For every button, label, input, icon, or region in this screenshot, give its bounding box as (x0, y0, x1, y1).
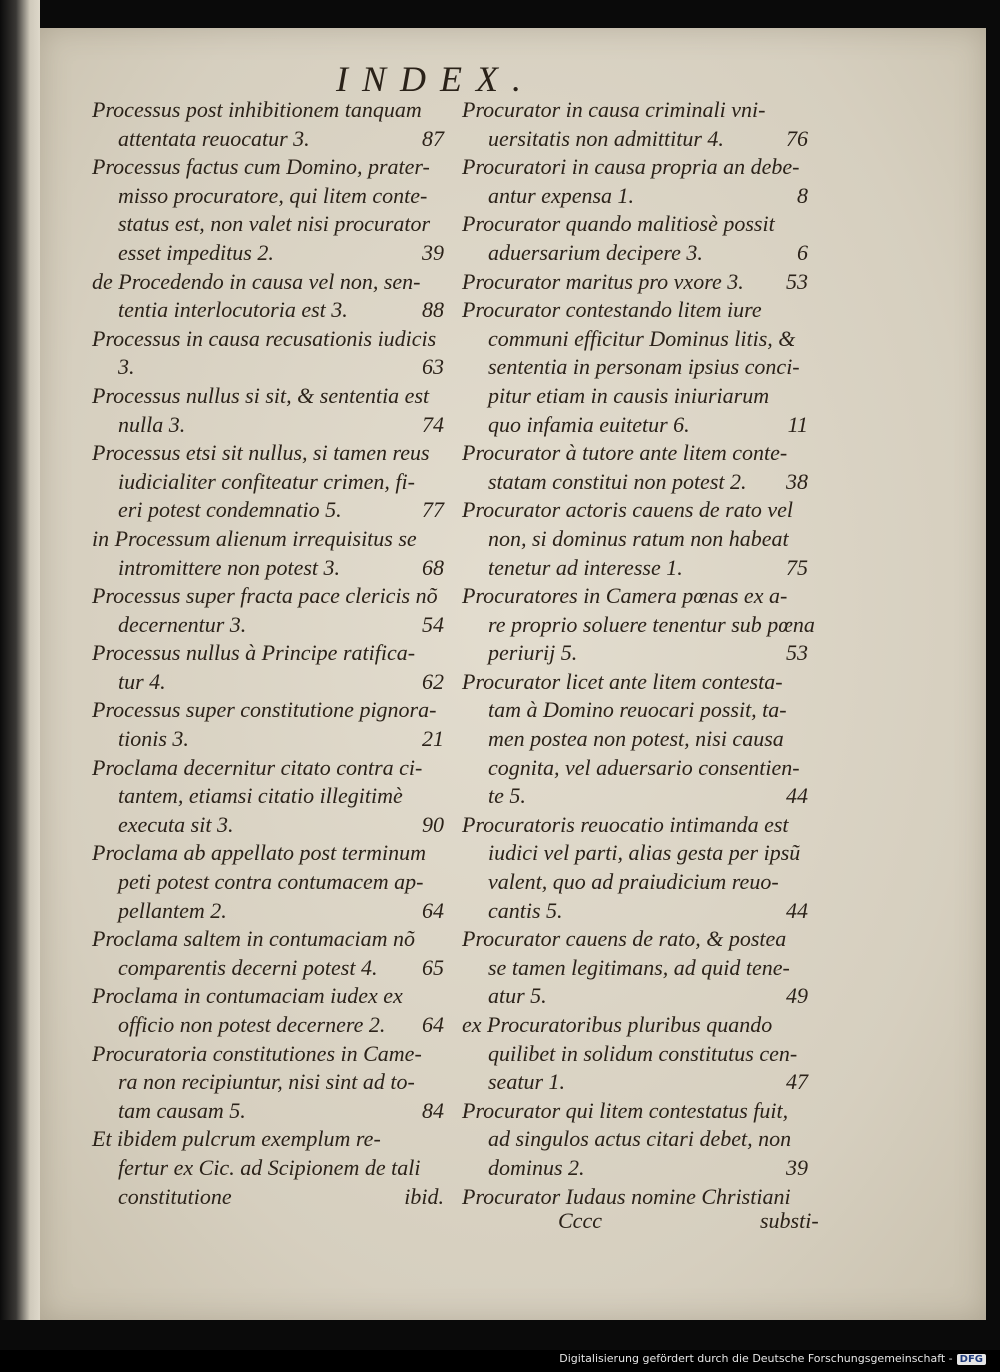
index-entry (92, 696, 448, 753)
index-entry-line: cognita, vel aduersario consentien- (488, 754, 800, 780)
index-entry-text: periurij 5. (488, 640, 578, 666)
index-entry-text: seatur 1. (488, 1069, 565, 1095)
index-entry-line (462, 1154, 812, 1183)
index-entry-line (92, 296, 448, 325)
index-entry-text: tur 4. (118, 668, 166, 694)
index-entry-line: se tamen legitimans, ad quid tene- (488, 954, 790, 980)
index-entry (462, 153, 812, 210)
page-reference: 54 (422, 611, 444, 637)
index-entry-line: Processus in causa recusationis iudicis (92, 325, 437, 351)
page-reference: ibid. (404, 1183, 444, 1209)
index-entry-text: tenetur ad interesse 1. (488, 554, 683, 580)
index-entry-text: aduersarium decipere 3. (488, 239, 703, 265)
index-entry (462, 496, 812, 582)
index-entry-text: nulla 3. (118, 411, 186, 437)
index-entry-line: communi efficitur Dominus litis, & (488, 325, 796, 351)
index-entry-line: Proclama decernitur citato contra ci- (92, 754, 423, 780)
page-reference: 47 (786, 1069, 808, 1095)
index-entry-text: dominus 2. (488, 1154, 585, 1180)
index-entry-line: Proclama ab appellato post terminum (92, 840, 427, 866)
index-entry-text: tentia interlocutoria est 3. (118, 297, 348, 323)
index-entry-line: Procurator cauens de rato, & postea (462, 926, 787, 952)
index-entry-text: statam constitui non potest 2. (488, 468, 747, 494)
index-entry-line (462, 782, 812, 811)
index-entry-line (92, 496, 448, 525)
index-entry-line: Procurator licet ante litem contesta- (462, 668, 783, 694)
page-reference: 65 (422, 954, 444, 980)
page-reference: 6 (797, 239, 808, 265)
index-entry-line (462, 554, 812, 583)
index-entry-line: quilibet in solidum constitutus cen- (488, 1040, 798, 1066)
page-reference: 77 (422, 497, 444, 523)
index-entry-line: in Processum alienum irrequisitus se (92, 525, 417, 551)
book-binding-edge (0, 0, 40, 1320)
index-entry-text: cantis 5. (488, 897, 563, 923)
index-entry-line: Processus nullus à Principe ratifica- (92, 640, 416, 666)
index-entry (462, 668, 812, 811)
index-entry-line (92, 125, 448, 154)
page-reference: 39 (422, 239, 444, 265)
page-reference: 44 (786, 897, 808, 923)
index-entry-line (462, 239, 812, 268)
index-entry-text: esset impeditus 2. (118, 239, 274, 265)
index-entry (92, 582, 448, 639)
index-entry-line (92, 1183, 448, 1212)
page-reference: 74 (422, 411, 444, 437)
index-entry-line: Procuratori in causa propria an debe- (462, 154, 800, 180)
index-entry (462, 1011, 812, 1097)
index-entry-line: non, si dominus ratum non habeat (488, 525, 789, 551)
index-entry-line (92, 725, 448, 754)
index-entry-line: ra non recipiuntur, nisi sint ad to- (118, 1069, 415, 1095)
index-entry (92, 382, 448, 439)
running-head: INDEX. (336, 59, 535, 99)
index-entry-text: quo infamia euitetur 6. (488, 411, 690, 437)
page-reference: 44 (786, 783, 808, 809)
index-entry (92, 525, 448, 582)
index-entry-text: antur expensa 1. (488, 182, 635, 208)
index-entry-line: sententia in personam ipsius conci- (488, 354, 800, 380)
index-entry-text: officio non potest decernere 2. (118, 1012, 386, 1037)
index-entry-line: Proclama saltem in contumaciam nõ (92, 926, 416, 952)
index-entry-line (92, 411, 448, 440)
dfg-logo: DFG (957, 1354, 986, 1365)
index-entry-text: decernentur 3. (118, 611, 247, 637)
index-entry-line (92, 897, 448, 926)
index-entry (92, 268, 448, 325)
index-entry-text: comparentis decerni potest 4. (118, 954, 378, 980)
page-reference: 8 (797, 182, 808, 208)
index-entry (462, 439, 812, 496)
index-entry-line: Procurator Iudaus nomine Christiani (462, 1183, 791, 1209)
page-reference: 64 (422, 897, 444, 923)
index-entry-line: peti potest contra contumacem ap- (118, 869, 424, 895)
index-entry (92, 639, 448, 696)
index-entry-line (92, 1097, 448, 1126)
index-entry-line (462, 982, 812, 1011)
index-entry-line: iudicialiter confiteatur crimen, fi- (118, 468, 415, 494)
index-entry-line: Procurator in causa criminali vni- (462, 97, 766, 122)
index-entry (92, 1040, 448, 1126)
page-reference: 21 (422, 726, 444, 752)
index-column-left (92, 96, 448, 1211)
page-reference: 84 (422, 1097, 444, 1123)
page-reference: 53 (786, 268, 808, 294)
page-reference: 90 (422, 811, 444, 837)
index-entry-line: misso procuratore, qui litem conte- (118, 182, 428, 208)
page-reference: 49 (786, 983, 808, 1009)
index-entry-line (462, 125, 812, 154)
index-entry (462, 296, 812, 439)
index-entry-line: Procurator contestando litem iure (462, 297, 762, 323)
index-entry-line (92, 668, 448, 697)
index-entry-line: Processus nullus si sit, & sententia est (92, 382, 430, 408)
index-entry-line: Procurator quando malitiosè possit (462, 211, 775, 237)
index-entry-line: Procurator qui litem contestatus fuit, (462, 1097, 789, 1123)
index-entry (92, 754, 448, 840)
index-entry-line: Processus post inhibitionem tanquam (92, 97, 422, 122)
index-entry-line (462, 268, 812, 297)
index-entry-line: valent, quo ad praiudicium reuo- (488, 869, 779, 895)
index-entry-line (462, 411, 812, 440)
index-entry-line (92, 554, 448, 583)
index-entry (462, 582, 815, 668)
index-entry-line: Procuratores in Camera pœnas ex a- (462, 583, 788, 609)
page-reference: 53 (786, 640, 808, 666)
index-entry-text: tionis 3. (118, 726, 189, 752)
page-reference: 62 (422, 668, 444, 694)
index-entry-text: Procurator maritus pro vxore 3. (462, 268, 744, 294)
page-reference: 38 (786, 468, 808, 494)
index-entry-line (92, 954, 448, 983)
index-entry-line: Processus super fracta pace clericis nõ (92, 583, 438, 609)
page-reference: 11 (787, 411, 808, 437)
index-entry-line (462, 182, 812, 211)
index-entry-line: Procuratoria constitutiones in Came- (92, 1040, 422, 1066)
index-entry-text: uersitatis non admittitur 4. (488, 125, 724, 151)
catchword: substi- (760, 1208, 819, 1233)
index-entry-line: Et ibidem pulcrum exemplum re- (92, 1126, 381, 1152)
index-entry (92, 153, 448, 267)
index-entry (462, 1097, 812, 1183)
index-entry-line: Processus super constitutione pignora- (92, 697, 437, 723)
index-entry (462, 925, 812, 1011)
index-entry-line: re proprio soluere tenentur sub pœna (488, 611, 815, 637)
index-entry-line: tantem, etiamsi citatio illegitimè (118, 783, 403, 809)
page-reference: 68 (422, 554, 444, 580)
page-reference: 88 (422, 297, 444, 323)
index-entry-line: fertur ex Cic. ad Scipionem de tali (118, 1154, 421, 1180)
index-column-right (462, 96, 815, 1211)
index-entry (92, 839, 448, 925)
index-entry-line: Proclama in contumaciam iudex ex (92, 983, 403, 1009)
page-reference: 87 (422, 125, 444, 151)
index-entry-line (462, 1068, 812, 1097)
index-entry-line: Processus factus cum Domino, prater- (92, 154, 430, 180)
page-reference: 39 (786, 1154, 808, 1180)
index-entry-line: pitur etiam in causis iniuriarum (488, 382, 770, 408)
page-reference: 63 (422, 354, 444, 380)
index-entry-line (462, 639, 812, 668)
index-entry-text: executa sit 3. (118, 811, 234, 837)
index-entry-line (92, 1011, 448, 1040)
index-entry-text: tam causam 5. (118, 1097, 246, 1123)
index-entry-line (462, 897, 812, 926)
index-entry (462, 268, 812, 297)
index-entry-line: Procurator à tutore ante litem conte- (462, 440, 788, 466)
index-entry-line: de Procedendo in causa vel non, sen- (92, 268, 421, 294)
index-entry-line (92, 611, 448, 640)
index-entry (92, 325, 448, 382)
funding-footer (559, 1352, 986, 1365)
index-entry-line: ex Procuratoribus pluribus quando (462, 1012, 773, 1037)
index-entry-line: tam à Domino reuocari possit, ta- (488, 697, 787, 723)
index-entry (462, 1183, 812, 1212)
index-entry-text: 3. (118, 354, 135, 380)
index-entry (462, 96, 812, 153)
index-entry-text: eri potest condemnatio 5. (118, 497, 342, 523)
index-entry (92, 439, 448, 525)
index-entry-line (92, 811, 448, 840)
signature-mark: Cccc (558, 1208, 602, 1233)
index-entry-line: iudici vel parti, alias gesta per ipsũ (488, 840, 801, 866)
index-entry-text: constitutione (118, 1183, 232, 1209)
index-entry-text: atur 5. (488, 983, 547, 1009)
index-entry-line (92, 353, 448, 382)
index-entry-line: ad singulos actus citari debet, non (488, 1126, 792, 1152)
page-reference: 64 (422, 1012, 444, 1037)
index-entry-text: pellantem 2. (118, 897, 227, 923)
index-entry-line: men postea non potest, nisi causa (488, 726, 784, 752)
index-entry-line (462, 468, 812, 497)
index-entry-line: status est, non valet nisi procurator (118, 211, 431, 237)
index-entry-line: Processus etsi sit nullus, si tamen reus (92, 440, 430, 466)
index-entry (92, 1125, 448, 1211)
index-entry (462, 210, 812, 267)
index-entry (92, 925, 448, 982)
page-reference: 76 (786, 125, 808, 151)
index-entry-text: intromittere non potest 3. (118, 554, 341, 580)
index-entry (462, 811, 812, 925)
footer-text: Digitalisierung gefördert durch die Deutsche Forschungsgemeinschaft - (559, 1352, 953, 1365)
index-entry-text: te 5. (488, 783, 526, 809)
index-entry (92, 982, 448, 1039)
index-entry-line: Procuratoris reuocatio intimanda est (462, 811, 789, 837)
index-entry-line: Procurator actoris cauens de rato vel (462, 497, 793, 523)
index-entry (92, 96, 448, 153)
index-entry-line (92, 239, 448, 268)
page-reference: 75 (786, 554, 808, 580)
index-entry-text: attentata reuocatur 3. (118, 125, 310, 151)
